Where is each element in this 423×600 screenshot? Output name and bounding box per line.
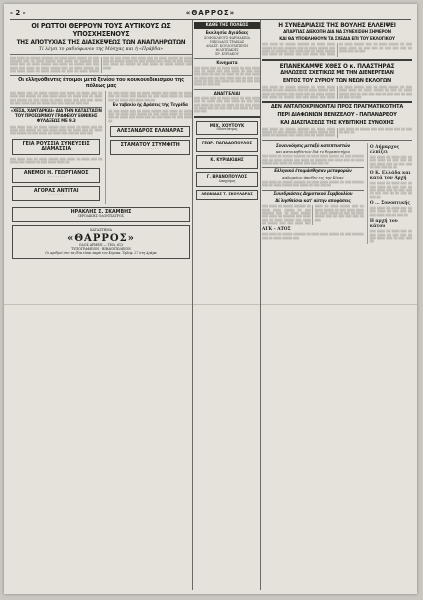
article-body: ░░░ ░░░░ ░░░ ░░ ░░░░ ░░░░░ ░░░ ░░░░ ░░ ░░░░ ░░░ ░░ ░░░░ ░░░ ░░░░░ ░░ ░░░ ░░░░ ░░░░ ░░ ░░░░ ░░░ ░░ ░░░░ ░░░ ░░░░░ ░░ ░░░ ░░░░ ░░ ░░░░ ░░░░ ░░░ ░░░ ░░░ ░░░░ ░░ ░░░ ░░░░ ░░░ ░░ ░░░░ ░░░ ░░░ ░░░ ░░ ░░░ ░░░ [10, 92, 103, 105]
right-headline-3: ΔΕΝ ΑΝΤΑΠΟΚΡΙΝΟΝΤΑΙ ΠΡΟΣ ΠΡΑΓΜΑΤΙΚΟΤΗΤΑ [270, 104, 404, 111]
left-subheadline: Τί λέγει το ραδιόφωνον της Μόσχας και ή «Πράβδα» [38, 46, 164, 52]
left-column [10, 20, 193, 590]
right-headline-2: ΕΠΑΝΕΚΑΜΨΕ ΧΘΕΣ Ο κ. ΠΛΑΣΤΗΡΑΣ [279, 61, 395, 70]
pharmacy-item-4: ΦΙΛΙΠΠΑΚΗΣ [215, 48, 239, 53]
article-body: ░░░ ░░░░ ░░ ░░░░░ ░░░░░░ ░░ ░░░░ ░░░░ ░░░░░ ░░ ░░░ ░░░░░░ ░░░ ░░ ░░░░ ░░░░░ ░░░ ░░░░ ░░ ░░░░░░ ░░░ ░░░░ ░░░ ░░ ░░░░ ░░░░░ ░░░ ░░░░ ░░ ░░░░░ ░░░ ░░░ ░░░░ ░░░ ░░░░ ░░ ░░░░ ░░░░░ ░░░ ░░ ░░░░ ░░░░░ ░░ ░░░ ░░░░ ░░░░ ░░ ░░░ ░░░ ░░ ░░░ ░░░ ░░░ ░░ ░░░░ ░░░ ░░ ░░░ [262, 43, 412, 57]
article-body: ░░░ ░░░░ ░░ ░░░░ ░░░ ░░ ░░░ ░░░░ ░░ ░░░ ░░░ ░░ ░░░ ░░░░ ░░░ ░░ ░░░ ░░░ ░░ ░░░ ░░░ ░░ ░░ ░░░ ░░ ░░░ ░░ [369, 182, 412, 199]
right-headline-3b: ΠΕΡΙ ΔΙΑΦΩΝΙΩΝ ΒΕΝΙΖΕΛΟΥ - ΠΑΠΑΝΔΡΕΟΥ [277, 112, 397, 119]
ad-skambis: ΗΡΑΚΛΗΣ Σ. ΣΚΑΜΒΗΣ ΙΕΡΟΔΙΚΗΣ ΟΔΟΝΤΙΑΤΡΟΣ [12, 207, 190, 222]
right-headline-1c: ΚΑΙ ΘΑ ΥΠΟΒΛΗΘΟΥΝ ΤΑ ΣΧΕΔΙΑ ΕΠΙ ΤΟΥ ΕΚΛΟΓΙΚΟΥ [279, 36, 395, 42]
left-headline-3: Οι ελληνόθεντες έτοιμοι μετά ξενίου του κουκουεδικισμου της πόλεως μας [18, 77, 184, 90]
ad-tharros: ΚΑΤΑΣΤΗΜΑ «ΘΑΡΡΟΣ» ΟΔΟΣ ΑΡΜΕΝ — ΤΗΛ. 613 ΤΥΠΟΓΡΑΦΕΙΟΝ · ΒΙΒΛΙΟΠΩΛΕΙΟΝ Οι αριθμοί στο τα ίδια είσαι παρά του Κυριακ. Τηλεφ. 27 στη Δράμα [12, 225, 190, 259]
cinema-heading: Κινηματα [216, 60, 238, 66]
article-body: ░░░ ░░░░ ░░ ░░░░░ ░░░░░░ ░░ ░░░░ ░░░░ ░░░░░ ░░ ░░░ ░░░░░░ ░░░ ░░ ░░░░ ░░░░░ ░░░ [262, 233, 364, 240]
article-body: ░░ ░░░ ░░░░ ░░░ ░░ ░░░░ ░░░░░ ░░░ ░░░░ ░░ ░░░░ ░░░ ░░ ░░░░ ░░░ ░░░░░ ░░ ░░░ ░░░░ ░░░░ ░░ ░░░░ ░░░ ░░ ░░░░ ░░░ ░░░░ ░░░ ░░ ░░░ ░░░░ ░░ ░░░ ░░░░ ░░ [108, 109, 192, 123]
article-body: ░░░ ░░░░ ░░ ░░░░ ░░░ ░░ ░░░ ░░░░ ░░ ░░░ ░░░ ░░ ░░░ ░░░░ ░░░ ░░ ░░░ ░░░ ░░ [369, 230, 412, 244]
pharmacy-item-2: ΝΙΚΟΛΑΟΣ ΤΡΑΙΚΑΣ [209, 40, 245, 45]
announcements-heading: ΑΝΑΓΓΕΛΙΑΙ [213, 90, 241, 96]
right-headline-2c: ΕΝΤΟΣ ΤΟΥ ΣΥΡΙΟΥ ΤΩΝ ΝΕΩΝ ΕΚΛΟΓΩΝ [282, 78, 392, 85]
side-item-4: Η αρχή του κάτου [369, 218, 398, 230]
left-headline-5: Εν ταβεκίο ής Δράσεις τής Τεγρέδα [112, 102, 188, 108]
pharmacy-item-1: ΣΟΦΟΚΛΕΟΥΣ ΦΑΡΜΑΚΕΙΑ [204, 36, 250, 41]
right-headline-5: Ελληνικά έτοιμάσθησαν μεταφορών [274, 169, 352, 175]
city-box-title: ΚΑΘΕ ΤΗΣ ΠΟΛΕΩΣ [194, 22, 260, 29]
ad-papadopoulos: ΓΕΩΡ. ΠΑΠΑΔΟΠΟΥΛΟΣ · · · · · · [196, 138, 258, 152]
ad-vranopoulos: Γ. ΒΡΑΝΟΠΟΥΛΟΣ Δικηγόρος [196, 172, 258, 186]
ad-stamatis: ΣΤΑΜΑΤΟΥ ΣΤΥΜΦΙΤΗ · · · · · · · · [110, 140, 190, 155]
middle-column [194, 20, 261, 590]
article-body: ░░░ ░░░░ ░░ ░░░░░ ░░░░░░ ░░ ░░░░ ░░░░ ░░░░░ ░░ ░░░ ░░░░░░ ░░░ ░░ ░░░░ ░░░░░ ░░░ ░░░░ ░░ ░░░░░░ ░░░ ░░░░ ░░░ ░░ ░░░░ ░░░░░ ░░░ ░░░░ ░░ ░░░░░ ░░░ ░░░ ░░░░ ░░░ ░░░░ ░░ ░░░░ ░░░░░ ░░░ ░░ ░░░░ ░░░░░ ░░ ░░░ ░░░░ ░░░░ ░░ ░░░░ ░░░░░ ░░ ░░░ ░░ ░░░░ ░░░░░ ░░░ ░░ ░░░ ░░░░ ░░░ ░░░░ ░░░ ░░ ░░░░ ░░░░░ ░░ ░░░░ ░░░ ░░ ░░░░░ ░░░░ ░░ ░░░ ░░░░░ ░░░ ░░░░ ░░ ░░░ ░░░░ ░░░ ░░░░ ░░ ░░░░░ ░░ ░░░ ░░░░ ░░ ░░░░ ░░░░░ ░░░ ░░░░ [10, 56, 192, 74]
side-item-1: Ο Δήμαρχος ελπίζει [369, 144, 400, 155]
masthead [10, 8, 411, 20]
right-headline-1: Η ΣΥΝΕΔΡΙΑΣΙΣ ΤΗΣ ΒΟΥΛΗΣ ΕΛΛΕΙΨΕΙ [278, 21, 396, 29]
pharmacy-item-3: ΑΝΑΣΤ. ΚΟΥΛΟΥΜΠΕΝΗ [206, 44, 248, 49]
right-headline-6: Συνεδριάσεις Δημοτικού Συμβουλίου [273, 191, 353, 197]
ad-anemoi: ΑΝΕΜΟΙ Η. ΓΕΩΡΓΙΑΝΟΣ · · · · · · · · · [12, 168, 100, 183]
right-headline-6b: Αί λησθείσαι κατ' αύτην αποφάσεις [275, 198, 351, 204]
article-body: ░░░ ░░░░ ░░ ░░░░░ ░░░░░░ ░░ ░░░░ ░░░░ ░░░░░ ░░ ░░░ ░░░░░░ ░░░ ░░ ░░░░ ░░░░░ ░░░ ░░░░ ░░ ░░░░░░ ░░░ ░░░░ ░░░ ░░ ░░░░ ░░░░░ ░░░ ░░░░ ░░ ░░░░░ ░░░ ░░░ ░░░░ ░░░ ░░░░ ░░ ░░░░ ░░░░░ ░░░ ░░ ░░░░ ░░░░░ ░░ ░░░ ░░░░ ░░░░ ░░ ░░░░ ░░░░░ ░░ ░░░ ░░ ░░░░ ░░░░░ ░░░ ░░ ░░░ ░░░ ░░░ ░░ ░░░ [262, 205, 364, 225]
ad-mix: ΜΙΧ. ΧΟΥΤΟΥΚ Οδοντίατρος [196, 121, 258, 135]
cinema-text: ░░░ ░░░░ ░░░ ░░ ░░░░ ░░░░ ░░ ░░░ ░░░░ ░░░ ░░ ░░░░ ░░░ ░░░ ░░░░ ░░ ░░░ ░░░ ░░░ ░░░░ ░░ ░░░ ░░ ░░░░ ░░ ░░ ░░░ ░░░░ ░░ ░░░░ ░░░ ░░ ░░░ ░░░░ ░░░ ░░ ░░░ ░░░ ░░░░ ░░ ░░░ ░░░ ░░░░ ░░ ░░░ ░░ ░░░ ░░░ ░░░░ ░░ ░░░ ░░░ [194, 66, 260, 87]
ad-agoras: ΑΓΟΡΑΣ ΑΝΤΙΤΑΙ · · · · · · · · [12, 186, 100, 201]
ad-small: ΓΕΙΑ ΡΟΥΣΣΙΑ ΣΥΝΕΥΞΕΙΣ ΔΙΑΜΑΣΣΙΑ [12, 139, 100, 156]
article-body: ░░░ ░░░░ ░░ ░░░░░ ░░░░░░ ░░ ░░░░ ░░░░ ░░░░░ ░░ ░░░ ░░░░░░ ░░░ ░░ ░░░░ ░░░░░ ░░░ ░░░░ ░░ ░░░ ░░░ ░░ [262, 181, 364, 188]
right-headline-4b: και κατοικηθέντων διά το θεραπευτήριο [275, 150, 350, 155]
pharmacy-item-5: ΧΡ. ΚΥΡΙΑΚΟΥ [215, 52, 239, 57]
side-item-3: Ο ... Συνοπτικής [369, 200, 411, 206]
right-headline-2b: ΔΗΛΩΣΕΙΣ ΣΧΕΤΙΚΩΣ ΜΕ ΤΗΝ ΔΙΕΝΕΡΓΕΙΑΝ [280, 70, 394, 77]
article-body: ░░░ ░░░░ ░░ ░░░░ ░░░ ░░ ░░░ ░░░░ ░░ ░░░ ░░░ ░░ ░░░ ░░░░ ░░░ ░░ ░░░ ░░░ ░░ ░░░ ░░░ ░░ ░░ [369, 155, 412, 169]
right-headline-3c: ΚΑΙ ΔΙΑΣΠΑΣΕΩΣ ΤΗΣ ΚΥΒΙΤΙΚΗΣ ΣΥΝΟΧΗΣ [280, 119, 394, 126]
paper-name: «ΘΑΡΡΟΣ» [185, 9, 236, 17]
article-body: ░░ ░░░ ░░░░ ░░░ ░░ ░░░░ ░░░░░ ░░░ ░░░░ ░░ ░░░░ ░░░ ░░ ░░░░ ░░░ ░░░░░ ░░ ░░░ ░░░░ ░░░░ ░░ ░░░░ ░░░ ░░ ░░░░ ░░░ ░░░░ ░░░ ░░ [108, 92, 192, 102]
misc-label: ΑΓΚ – ΑΤΟΣ [262, 227, 291, 233]
right-headline-5b: καλομοίων άπωθεν εις την Κίναν [282, 176, 344, 181]
article-body: ░░░ ░░░░ ░░ ░░░░ ░░░ ░░ ░░░ ░░░░ ░░ ░░░ ░░░ ░░ ░░░ ░░░░ ░░░ ░░ ░░░ ░░ [369, 207, 412, 217]
left-headline-1: ΟΙ ΡΩΤΤΟΙ ΘΕΡΡΟΥΝ ΤΟΥΣ ΑΥΤΙΚΟΥΣ ΩΣ ΥΠΟΣΧΗΣΕΝΟΥΣ [31, 21, 171, 38]
article-body: ░░░ ░░░░ ░░░ ░░ ░░░░ ░░░░░ ░░░ ░░░░ ░░ ░░░░ ░░░ ░░ ░░░░ ░░░ ░░░░░ ░░ ░░░ ░░░░ ░░░░ ░░ [10, 158, 103, 165]
ad-elpidopoulos: ΑΛΕΞΑΝΔΡΟΣ ΕΛΑΝΑΡΑΣ [110, 126, 190, 137]
announcements-text: ░░░ ░░░░ ░░░ ░░ ░░░░ ░░░░ ░░ ░░░ ░░░░ ░░░ ░░ ░░░░ ░░░ ░░░ ░░░░ ░░ ░░░ ░░░ ░░░ ░░░░ ░░ ░░░ ░░ ░░░░ ░░ ░░ ░░░ ░░░░ ░░ ░░░░ ░░░ ░░ ░░░ ░░░ ░░░ ░░░░ ░░ ░░░ ░░░ ░░░ [194, 97, 260, 114]
left-headline-4: «ΧΕΣΑ, ΧΑΝΤΑΡΚΑΙ» ΔΙΑ ΤΗΝ ΚΑΤΑΣΤΑΣΙΝ ΤΟΥ ΠΡΟΣΩΡΙΝΟΥ ΓΡΑΦΕΙΟΥ ΕΘΝΙΚΗΣ ΦΥΛΑΞΕΩΣ ΜΕ 9.3 [10, 109, 102, 124]
side-item-2: Ο Κ. Ελλάδα και κατά τον Αρχή [369, 171, 411, 182]
left-headline-2: ΤΗΣ ΑΠΟΤΥΧΙΑΣ ΤΗΣ ΔΙΑΣΚΕΨΕΩΣ ΤΩΝ ΑΝΑΠΛΗΡΩΤΩΝ [16, 38, 186, 47]
pharmacy-heading: Εκκλησία Αγιάδαες [205, 29, 249, 35]
ad-skoularas: ΛΕΩΝΙΔΑΣ Τ. ΣΚΟΥΛΑΡΑΣ [196, 190, 258, 200]
newspaper-page [4, 4, 417, 594]
right-headline-4: Συνεννόησις μεταξύ κατεπτυστών [275, 143, 350, 149]
article-body: ░░░ ░░░░ ░░ ░░░░░ ░░░░░░ ░░ ░░░░ ░░░░ ░░░░░ ░░ ░░░ ░░░░░░ ░░░ ░░ ░░░░ ░░░░░ ░░░ ░░░░ ░░ ░░░░░░ ░░░ ░░░░ ░░░ ░░ ░░░░ ░░░░░ ░░░ ░░░░ ░░ ░░░░░ ░░░ ░░░ ░░░ ░░ [262, 155, 364, 166]
right-headline-1b: ΑΠΑΡΤΙΑΣ ΔΙΕΚΟΠΗ ΔΙΑ ΝΑ ΣΥΝΕΧΙΣΘΗ ΣΗΜΕΡΟΝ [283, 29, 391, 35]
page-number: - 2 - [10, 9, 26, 17]
ad-kyriakidis: Κ. ΚΥΡΙΑΚΙΔΗΣ · · · · · · [196, 155, 258, 169]
article-body: ░░░ ░░░░ ░░░ ░░ ░░░░ ░░░░░ ░░░ ░░░░ ░░ ░░░░ ░░░ ░░ ░░░░ ░░░ ░░░░░ ░░ ░░░ ░░░░ ░░░░ ░░ ░░░░ ░░░ ░░ ░░░░ ░░░ ░░░░░ ░░ ░░░ ░░░░ ░░ ░░░░ ░░░ ░░░ ░░ ░░░ ░░░ [10, 125, 103, 136]
right-column [262, 20, 412, 590]
article-body: ░░░ ░░░░ ░░ ░░░░░ ░░░░░░ ░░ ░░░░ ░░░░ ░░░░░ ░░ ░░░ ░░░░░░ ░░░ ░░ ░░░░ ░░░░░ ░░░ ░░░░ ░░ ░░░░░░ ░░░ ░░░░ ░░░ ░░ ░░░░ ░░░░░ ░░░ ░░░░ ░░ ░░░░░ ░░░ ░░░ ░░░░ ░░░ ░░░░ ░░ ░░░░ ░░░░░ ░░░ ░░ ░░░░ ░░░░░ ░░ ░░░ ░░░░ ░░░░ ░░ ░░░░ ░░░░░ ░░ ░░░ ░░ ░░░░ ░░░░░ ░░░ ░░ ░░░ ░░░ ░░░ ░░ ░░░ ░░░ ░░ ░░░ ░░ ░░░ ░░ ░░░ [262, 85, 412, 99]
article-body: ░░░ ░░░░ ░░ ░░░░░ ░░░░░░ ░░ ░░░░ ░░░░ ░░░░░ ░░ ░░░ ░░░░░░ ░░░ ░░ ░░░░ ░░░░░ ░░░ ░░░░ ░░ ░░░░░░ ░░░ ░░░░ ░░░ ░░ ░░░░ ░░░░░ ░░░ ░░░░ ░░ ░░░░░ ░░░ ░░░ ░░░░ ░░░ ░░ ░░░ ░░ ░░░ ░░ [262, 127, 412, 138]
